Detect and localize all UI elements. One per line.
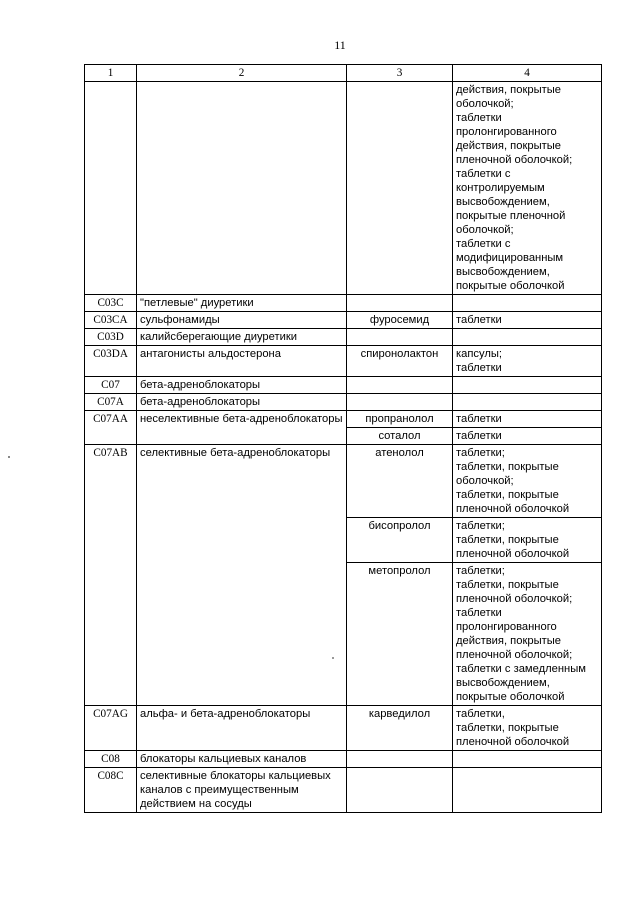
form-cell — [453, 346, 602, 377]
form-line: пролонгированного — [456, 621, 557, 633]
code-cell: C07 — [85, 377, 137, 394]
form-cell — [453, 706, 602, 751]
form-line: таблетки с — [456, 168, 511, 180]
form-line: таблетки, покрытые — [456, 579, 559, 591]
group-cell: неселективные бета-адреноблокаторы — [137, 411, 347, 445]
form-line: действия, покрытые — [456, 140, 562, 152]
form-cell — [453, 377, 602, 394]
form-line: таблетки — [456, 607, 502, 619]
form-line: действия, покрытые — [456, 635, 562, 647]
form-cell — [453, 295, 602, 312]
form-line: высвобождением, — [456, 266, 550, 278]
header-col-1: 1 — [85, 65, 137, 82]
form-line: таблетки — [456, 362, 502, 374]
table-row — [85, 329, 602, 346]
code-cell: C08 — [85, 751, 137, 768]
form-line: высвобождением, — [456, 677, 550, 689]
table-row — [85, 445, 602, 518]
form-line: таблетки с замедленным — [456, 663, 586, 675]
group-cell: калийсберегающие диуретики — [137, 329, 347, 346]
drug-cell — [347, 295, 453, 312]
drug-cell: фуросемид — [347, 312, 453, 329]
code-cell: C07AG — [85, 706, 137, 751]
code-cell: C03C — [85, 295, 137, 312]
drug-cell — [347, 82, 453, 295]
form-line: таблетки, — [456, 708, 505, 720]
header-col-2: 2 — [137, 65, 347, 82]
table-header-row — [85, 65, 602, 82]
group-cell: селективные бета-адреноблокаторы — [137, 445, 347, 706]
form-line: таблетки, покрытые — [456, 534, 559, 546]
group-line: действием на сосуды — [140, 798, 252, 810]
group-line: селективные блокаторы кальциевых — [140, 770, 331, 782]
group-line: каналов с преимущественным — [140, 784, 299, 796]
group-cell: "петлевые" диуретики — [137, 295, 347, 312]
form-line: пленочной оболочкой — [456, 736, 570, 748]
group-cell: антагонисты альдостерона — [137, 346, 347, 377]
form-cell — [453, 82, 602, 295]
form-cell — [453, 518, 602, 563]
form-line: пленочной оболочкой — [456, 503, 570, 515]
form-line: таблетки, покрытые — [456, 489, 559, 501]
group-cell — [137, 82, 347, 295]
drug-cell — [347, 768, 453, 813]
code-cell: C08C — [85, 768, 137, 813]
group-cell: бета-адреноблокаторы — [137, 394, 347, 411]
drug-cell — [347, 329, 453, 346]
table-row — [85, 411, 602, 428]
code-cell: C07A — [85, 394, 137, 411]
code-cell: C03DA — [85, 346, 137, 377]
header-col-4: 4 — [453, 65, 602, 82]
form-cell: таблетки — [453, 411, 602, 428]
form-line: таблетки, покрытые — [456, 461, 559, 473]
form-cell — [453, 394, 602, 411]
scan-speck — [8, 456, 10, 458]
form-cell — [453, 445, 602, 518]
form-line: таблетки, покрытые — [456, 722, 559, 734]
group-cell: сульфонамиды — [137, 312, 347, 329]
form-cell: таблетки — [453, 428, 602, 445]
form-line: пленочной оболочкой; — [456, 649, 573, 661]
form-line: высвобождением, — [456, 196, 550, 208]
code-cell: C07AB — [85, 445, 137, 706]
group-cell: блокаторы кальциевых каналов — [137, 751, 347, 768]
group-cell — [137, 768, 347, 813]
drug-cell: спиронолактон — [347, 346, 453, 377]
form-line: пленочной оболочкой; — [456, 154, 573, 166]
group-cell: альфа- и бета-адреноблокаторы — [137, 706, 347, 751]
form-line: покрытые оболочкой — [456, 280, 565, 292]
table-row — [85, 377, 602, 394]
table-row — [85, 312, 602, 329]
form-cell — [453, 751, 602, 768]
form-line: пленочной оболочкой — [456, 548, 570, 560]
form-cell — [453, 768, 602, 813]
form-line: модифицированным — [456, 252, 564, 264]
table-row — [85, 82, 602, 295]
form-line: таблетки — [456, 112, 502, 124]
table-row — [85, 768, 602, 813]
code-cell: C07AA — [85, 411, 137, 445]
drug-cell: метопролол — [347, 563, 453, 706]
drug-cell: атенолол — [347, 445, 453, 518]
page-number: 11 — [334, 38, 346, 52]
form-cell — [453, 329, 602, 346]
form-line: таблетки; — [456, 520, 505, 532]
table-row — [85, 394, 602, 411]
form-line: оболочкой; — [456, 98, 514, 110]
form-line: таблетки; — [456, 565, 505, 577]
form-line: оболочкой; — [456, 475, 514, 487]
form-line: оболочкой; — [456, 224, 514, 236]
drug-cell: бисопролол — [347, 518, 453, 563]
form-cell — [453, 563, 602, 706]
drug-cell: соталол — [347, 428, 453, 445]
code-cell: C03D — [85, 329, 137, 346]
table-row — [85, 751, 602, 768]
header-col-3: 3 — [347, 65, 453, 82]
form-line: капсулы; — [456, 348, 503, 360]
drug-cell — [347, 394, 453, 411]
drug-cell — [347, 377, 453, 394]
scan-speck — [332, 657, 334, 659]
form-line: таблетки; — [456, 447, 505, 459]
table-row — [85, 706, 602, 751]
form-line: действия, покрытые — [456, 84, 562, 96]
group-cell: бета-адреноблокаторы — [137, 377, 347, 394]
table-row — [85, 295, 602, 312]
form-line: таблетки с — [456, 238, 511, 250]
form-line: покрытые оболочкой — [456, 691, 565, 703]
form-line: пролонгированного — [456, 126, 557, 138]
table-row — [85, 346, 602, 377]
drug-cell — [347, 751, 453, 768]
code-cell: C03CA — [85, 312, 137, 329]
form-cell: таблетки — [453, 312, 602, 329]
form-line: контролируемым — [456, 182, 545, 194]
drug-cell: пропранолол — [347, 411, 453, 428]
code-cell — [85, 82, 137, 295]
drug-table — [84, 64, 602, 813]
form-line: пленочной оболочкой; — [456, 593, 573, 605]
drug-cell: карведилол — [347, 706, 453, 751]
form-line: покрытые пленочной — [456, 210, 566, 222]
